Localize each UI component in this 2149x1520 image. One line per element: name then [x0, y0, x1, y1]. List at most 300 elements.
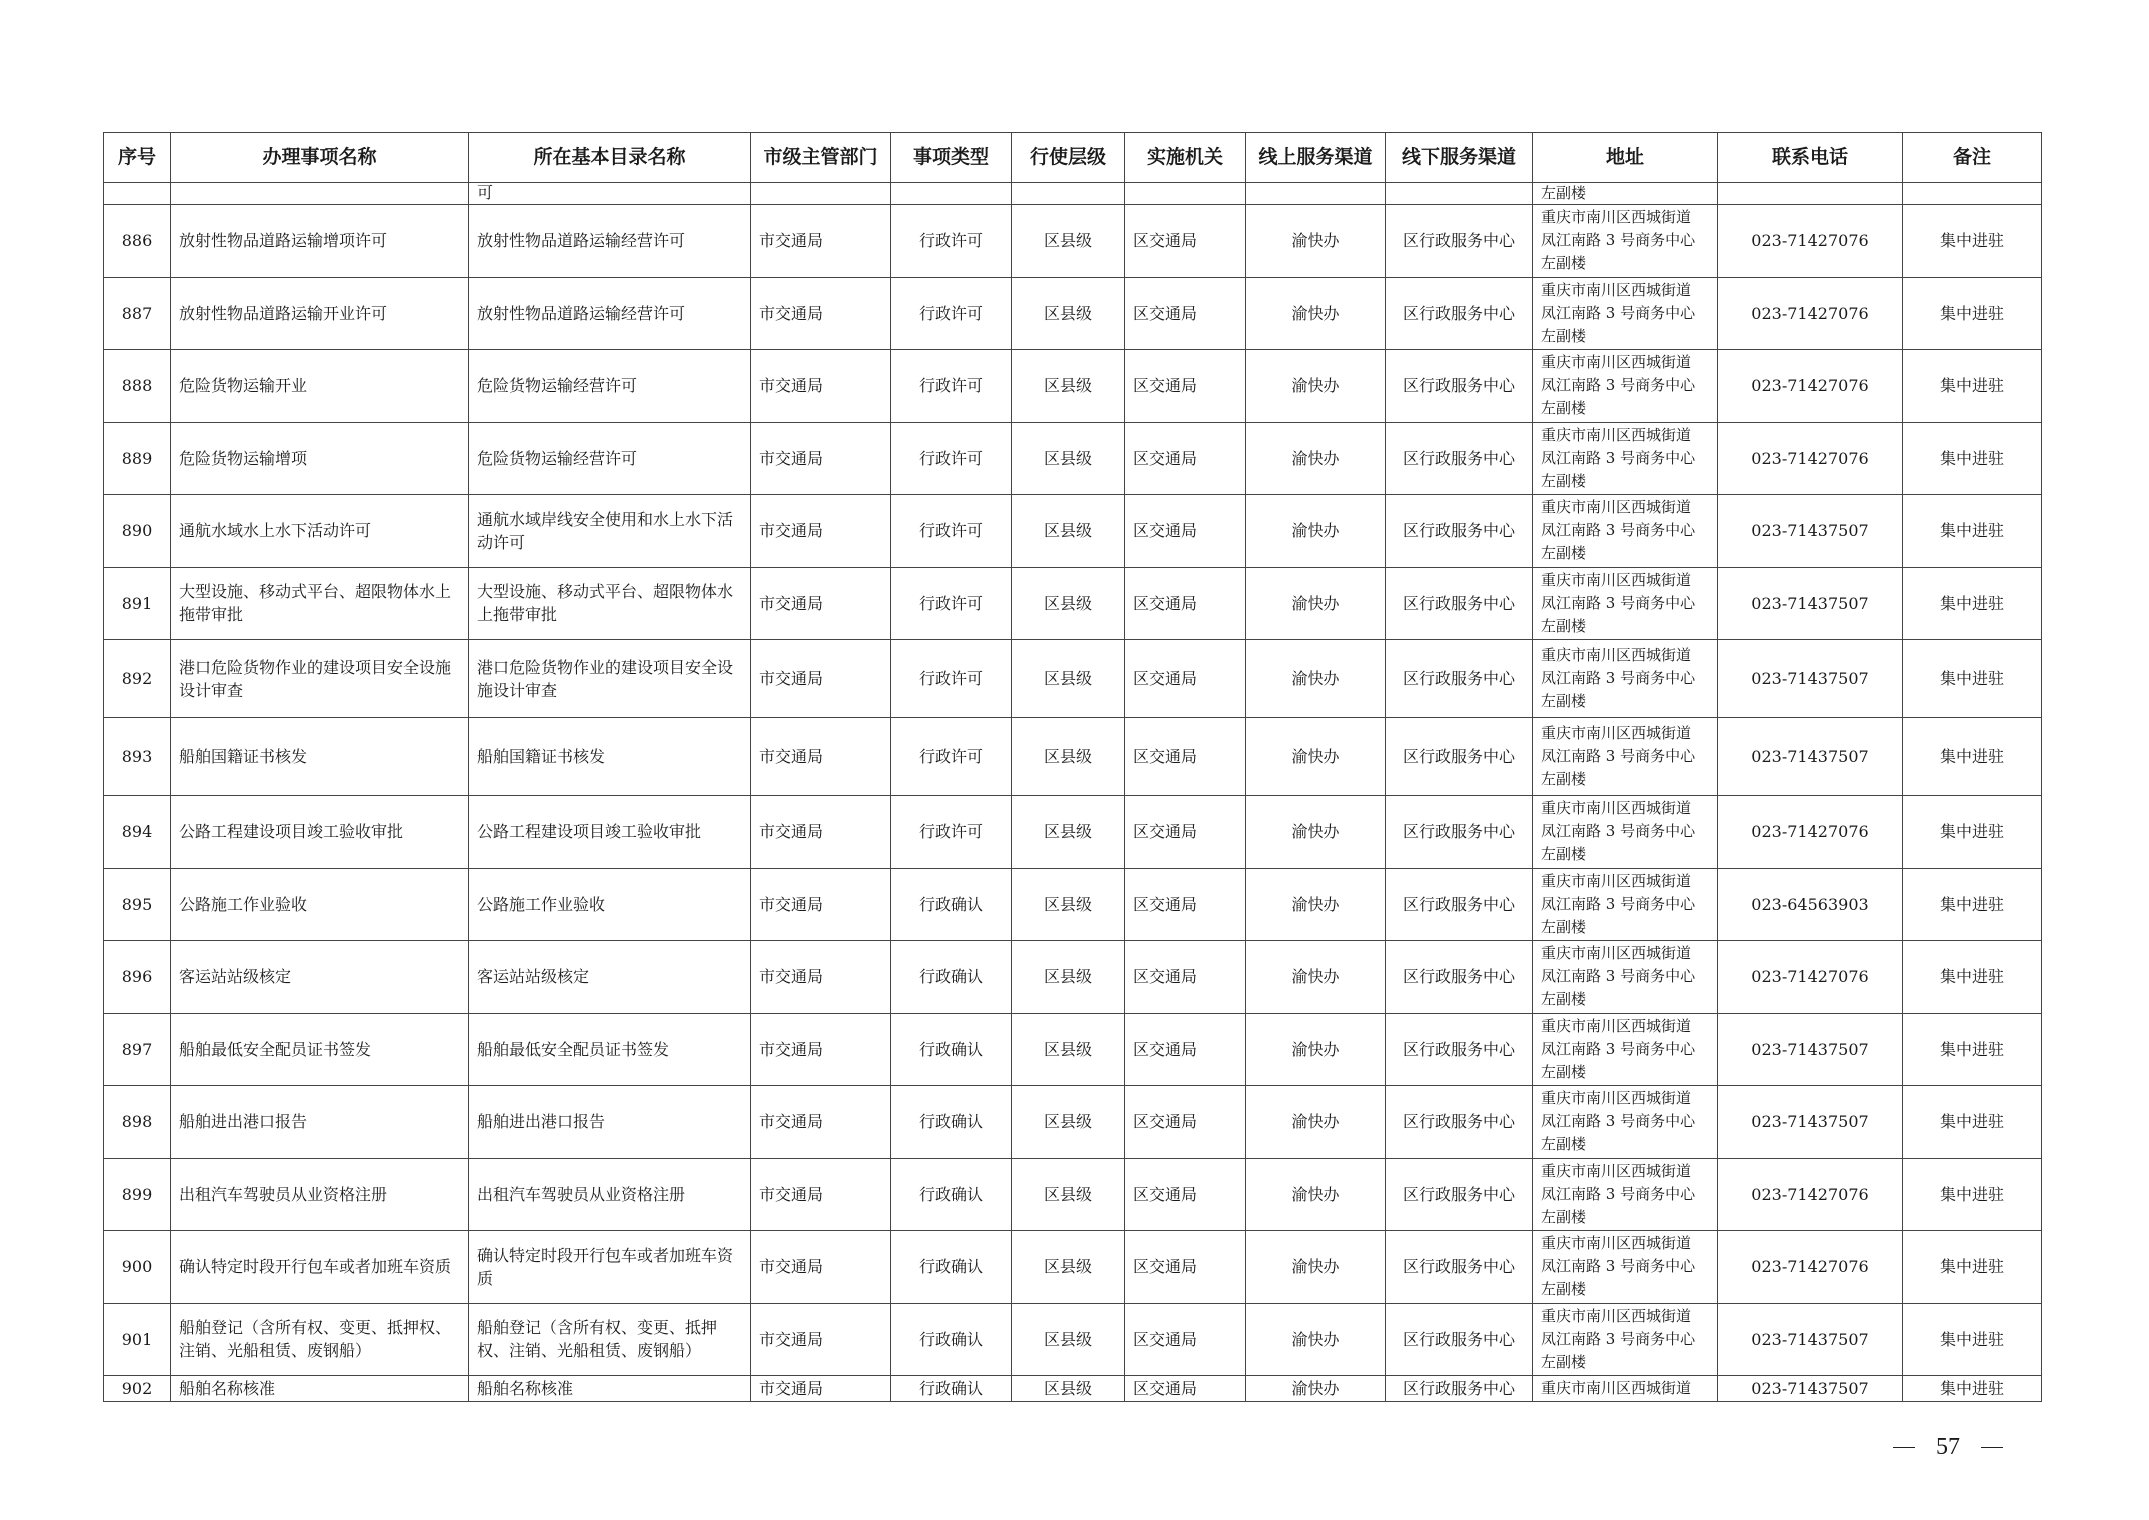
cell-item: 大型设施、移动式平台、超限物体水上拖带审批	[171, 567, 469, 640]
cell-offline: 区行政服务中心	[1386, 640, 1533, 718]
cell-online: 渝快办	[1246, 205, 1386, 278]
table-row	[104, 1158, 2042, 1231]
cell-type: 行政确认	[891, 1231, 1012, 1304]
cell-agency: 区交通局	[1125, 868, 1246, 941]
cell-note: 集中进驻	[1903, 718, 2042, 796]
address-line: 凤江南路 3 号商务中心	[1541, 747, 1696, 765]
address-line: 左副楼	[1541, 1062, 1587, 1081]
cell-no: 902	[104, 1376, 171, 1402]
cell-agency: 区交通局	[1125, 422, 1246, 495]
cell-offline: 区行政服务中心	[1386, 277, 1533, 350]
cell-no: 888	[104, 350, 171, 423]
cell-address: 左副楼	[1533, 183, 1718, 205]
cell-catalog: 确认特定时段开行包车或者加班车资质	[469, 1231, 751, 1304]
cell-online: 渝快办	[1246, 941, 1386, 1014]
table-row	[104, 1231, 2042, 1304]
table-row	[104, 277, 2042, 350]
cell-online: 渝快办	[1246, 1231, 1386, 1304]
cell-item: 公路施工作业验收	[171, 868, 469, 941]
column-header: 线下服务渠道	[1386, 133, 1533, 183]
cell-catalog: 危险货物运输经营许可	[469, 422, 751, 495]
cell-item: 确认特定时段开行包车或者加班车资质	[171, 1231, 469, 1304]
page-number: 57	[1936, 1433, 1960, 1460]
cell-item: 放射性物品道路运输开业许可	[171, 277, 469, 350]
cell-note: 集中进驻	[1903, 1231, 2042, 1304]
address-line: 重庆市南川区西城街道	[1541, 208, 1692, 227]
table-body	[104, 183, 2042, 1402]
cell-online: 渝快办	[1246, 277, 1386, 350]
cell-agency: 区交通局	[1125, 495, 1246, 568]
address-line: 凤江南路 3 号商务中心	[1541, 521, 1696, 540]
cell-catalog: 公路施工作业验收	[469, 868, 751, 941]
cell-no: 898	[104, 1086, 171, 1159]
cell-phone: 023-71427076	[1718, 277, 1903, 350]
address-line: 左副楼	[1541, 692, 1587, 710]
cell-offline: 区行政服务中心	[1386, 1013, 1533, 1086]
cell-dept: 市交通局	[751, 277, 891, 350]
cell-offline: 区行政服务中心	[1386, 205, 1533, 278]
cell-type: 行政许可	[891, 718, 1012, 796]
cell-phone: 023-71437507	[1718, 495, 1903, 568]
cell-catalog: 可	[469, 183, 751, 205]
cell-catalog: 放射性物品道路运输经营许可	[469, 205, 751, 278]
cell-online: 渝快办	[1246, 718, 1386, 796]
cell-offline: 区行政服务中心	[1386, 350, 1533, 423]
address-line: 左副楼	[1541, 399, 1587, 418]
cell-level: 区县级	[1012, 1013, 1125, 1086]
cell-no	[104, 183, 171, 205]
table-row	[104, 796, 2042, 869]
cell-online: 渝快办	[1246, 1158, 1386, 1231]
cell-no: 900	[104, 1231, 171, 1304]
cell-phone: 023-71427076	[1718, 350, 1903, 423]
address-line: 重庆市南川区西城街道	[1541, 1161, 1692, 1180]
cell-level: 区县级	[1012, 718, 1125, 796]
cell-dept	[751, 183, 891, 205]
cell-phone: 023-71427076	[1718, 1231, 1903, 1304]
cell-agency	[1125, 183, 1246, 205]
cell-address	[1533, 1231, 1718, 1304]
cell-item: 危险货物运输增项	[171, 422, 469, 495]
cell-no: 889	[104, 422, 171, 495]
address-line: 左副楼	[1541, 917, 1587, 936]
cell-phone: 023-71427076	[1718, 1158, 1903, 1231]
cell-online: 渝快办	[1246, 640, 1386, 718]
column-header: 序号	[104, 133, 171, 183]
cell-address	[1533, 868, 1718, 941]
address-line: 左副楼	[1541, 1352, 1587, 1371]
table-row	[104, 1376, 2042, 1402]
column-header: 线上服务渠道	[1246, 133, 1386, 183]
footer-dash-right	[1981, 1447, 2003, 1448]
cell-no: 893	[104, 718, 171, 796]
cell-no: 899	[104, 1158, 171, 1231]
cell-level: 区县级	[1012, 1231, 1125, 1304]
cell-agency: 区交通局	[1125, 277, 1246, 350]
cell-note: 集中进驻	[1903, 868, 2042, 941]
cell-agency: 区交通局	[1125, 718, 1246, 796]
cell-note: 集中进驻	[1903, 205, 2042, 278]
address-line: 凤江南路 3 号商务中心	[1541, 376, 1696, 395]
column-header: 办理事项名称	[171, 133, 469, 183]
cell-item: 船舶名称核准	[171, 1376, 469, 1402]
cell-no: 890	[104, 495, 171, 568]
cell-dept: 市交通局	[751, 868, 891, 941]
cell-agency: 区交通局	[1125, 205, 1246, 278]
cell-level: 区县级	[1012, 495, 1125, 568]
address-line: 左副楼	[1541, 1207, 1587, 1226]
cell-level: 区县级	[1012, 941, 1125, 1014]
cell-note: 集中进驻	[1903, 1013, 2042, 1086]
cell-agency: 区交通局	[1125, 640, 1246, 718]
cell-no: 897	[104, 1013, 171, 1086]
cell-address	[1533, 205, 1718, 278]
cell-agency: 区交通局	[1125, 1303, 1246, 1376]
cell-catalog: 船舶进出港口报告	[469, 1086, 751, 1159]
cell-no: 891	[104, 567, 171, 640]
address-line: 重庆市南川区西城街道	[1541, 724, 1692, 742]
cell-item	[171, 183, 469, 205]
cell-type: 行政许可	[891, 205, 1012, 278]
column-header: 地址	[1533, 133, 1718, 183]
cell-note: 集中进驻	[1903, 567, 2042, 640]
cell-phone: 023-71437507	[1718, 1013, 1903, 1086]
cell-address	[1533, 718, 1718, 796]
cell-online: 渝快办	[1246, 868, 1386, 941]
table-row	[104, 718, 2042, 796]
cell-agency: 区交通局	[1125, 350, 1246, 423]
cell-online: 渝快办	[1246, 1376, 1386, 1402]
cell-agency: 区交通局	[1125, 1158, 1246, 1231]
address-line: 凤江南路 3 号商务中心	[1541, 303, 1696, 322]
column-header: 实施机关	[1125, 133, 1246, 183]
cell-catalog: 港口危险货物作业的建设项目安全设施设计审查	[469, 640, 751, 718]
address-line: 左副楼	[1541, 471, 1587, 490]
cell-no: 887	[104, 277, 171, 350]
cell-type: 行政许可	[891, 640, 1012, 718]
cell-level: 区县级	[1012, 205, 1125, 278]
cell-phone: 023-64563903	[1718, 868, 1903, 941]
cell-agency: 区交通局	[1125, 1231, 1246, 1304]
cell-catalog: 出租汽车驾驶员从业资格注册	[469, 1158, 751, 1231]
address-line: 凤江南路 3 号商务中心	[1541, 593, 1696, 612]
cell-type: 行政许可	[891, 796, 1012, 869]
cell-offline: 区行政服务中心	[1386, 868, 1533, 941]
cell-address	[1533, 350, 1718, 423]
address-line: 重庆市南川区西城街道	[1541, 1379, 1692, 1397]
address-line: 重庆市南川区西城街道	[1541, 353, 1692, 372]
cell-catalog: 船舶国籍证书核发	[469, 718, 751, 796]
cell-catalog: 通航水域岸线安全使用和水上水下活动许可	[469, 495, 751, 568]
cell-catalog: 公路工程建设项目竣工验收审批	[469, 796, 751, 869]
cell-type: 行政许可	[891, 422, 1012, 495]
cell-phone: 023-71427076	[1718, 205, 1903, 278]
cell-type: 行政确认	[891, 1158, 1012, 1231]
cell-address	[1533, 1158, 1718, 1231]
cell-address	[1533, 1376, 1718, 1402]
cell-no: 892	[104, 640, 171, 718]
table-row	[104, 1303, 2042, 1376]
cell-item: 港口危险货物作业的建设项目安全设施设计审查	[171, 640, 469, 718]
cell-offline: 区行政服务中心	[1386, 1086, 1533, 1159]
address-line: 重庆市南川区西城街道	[1541, 570, 1692, 589]
cell-item: 出租汽车驾驶员从业资格注册	[171, 1158, 469, 1231]
address-line: 左副楼	[1541, 616, 1587, 635]
table-row	[104, 868, 2042, 941]
cell-agency: 区交通局	[1125, 1376, 1246, 1402]
cell-dept: 市交通局	[751, 422, 891, 495]
table-row	[104, 640, 2042, 718]
cell-no: 895	[104, 868, 171, 941]
cell-type: 行政许可	[891, 350, 1012, 423]
cell-dept: 市交通局	[751, 1086, 891, 1159]
table-header	[104, 133, 2042, 183]
cell-address	[1533, 277, 1718, 350]
cell-no: 886	[104, 205, 171, 278]
cell-note: 集中进驻	[1903, 796, 2042, 869]
address-line: 重庆市南川区西城街道	[1541, 944, 1692, 963]
address-line: 左副楼	[1541, 1135, 1587, 1154]
address-line: 重庆市南川区西城街道	[1541, 1089, 1692, 1108]
address-line: 凤江南路 3 号商务中心	[1541, 231, 1696, 250]
address-line: 重庆市南川区西城街道	[1541, 871, 1692, 890]
cell-phone: 023-71437507	[1718, 640, 1903, 718]
cell-offline: 区行政服务中心	[1386, 941, 1533, 1014]
cell-level: 区县级	[1012, 350, 1125, 423]
cell-online: 渝快办	[1246, 1086, 1386, 1159]
cell-offline: 区行政服务中心	[1386, 422, 1533, 495]
cell-offline: 区行政服务中心	[1386, 1303, 1533, 1376]
cell-level: 区县级	[1012, 1086, 1125, 1159]
address-line: 凤江南路 3 号商务中心	[1541, 669, 1696, 687]
cell-phone: 023-71437507	[1718, 1086, 1903, 1159]
cell-catalog: 船舶登记（含所有权、变更、抵押权、注销、光船租赁、废钢船）	[469, 1303, 751, 1376]
cell-note: 集中进驻	[1903, 941, 2042, 1014]
cell-dept: 市交通局	[751, 941, 891, 1014]
cell-dept: 市交通局	[751, 1303, 891, 1376]
address-line: 左副楼	[1541, 326, 1587, 345]
cell-level	[1012, 183, 1125, 205]
column-header: 市级主管部门	[751, 133, 891, 183]
cell-note: 集中进驻	[1903, 350, 2042, 423]
cell-dept: 市交通局	[751, 567, 891, 640]
cell-note: 集中进驻	[1903, 1376, 2042, 1402]
cell-note: 集中进驻	[1903, 422, 2042, 495]
cell-online: 渝快办	[1246, 1303, 1386, 1376]
cell-type: 行政确认	[891, 868, 1012, 941]
cell-level: 区县级	[1012, 277, 1125, 350]
cell-level: 区县级	[1012, 868, 1125, 941]
services-table	[103, 132, 2042, 1402]
cell-catalog: 船舶名称核准	[469, 1376, 751, 1402]
cell-dept: 市交通局	[751, 640, 891, 718]
cell-online: 渝快办	[1246, 567, 1386, 640]
table-row	[104, 350, 2042, 423]
cell-online: 渝快办	[1246, 422, 1386, 495]
column-header: 联系电话	[1718, 133, 1903, 183]
address-line: 凤江南路 3 号商务中心	[1541, 448, 1696, 467]
cell-dept: 市交通局	[751, 718, 891, 796]
cell-online: 渝快办	[1246, 350, 1386, 423]
cell-address	[1533, 1013, 1718, 1086]
cell-item: 公路工程建设项目竣工验收审批	[171, 796, 469, 869]
services-table-container	[103, 132, 2041, 1402]
address-line: 重庆市南川区西城街道	[1541, 1306, 1692, 1325]
cell-phone	[1718, 183, 1903, 205]
cell-level: 区县级	[1012, 796, 1125, 869]
cell-type: 行政确认	[891, 1376, 1012, 1402]
cell-item: 危险货物运输开业	[171, 350, 469, 423]
table-row	[104, 941, 2042, 1014]
address-line: 凤江南路 3 号商务中心	[1541, 1112, 1696, 1131]
cell-type: 行政确认	[891, 941, 1012, 1014]
address-line: 凤江南路 3 号商务中心	[1541, 1257, 1696, 1276]
cell-note: 集中进驻	[1903, 1086, 2042, 1159]
cell-phone: 023-71437507	[1718, 1376, 1903, 1402]
column-header: 事项类型	[891, 133, 1012, 183]
cell-offline: 区行政服务中心	[1386, 1231, 1533, 1304]
cell-online: 渝快办	[1246, 495, 1386, 568]
cell-type: 行政确认	[891, 1013, 1012, 1086]
header-row	[104, 133, 2042, 183]
cell-address	[1533, 941, 1718, 1014]
address-line: 重庆市南川区西城街道	[1541, 1016, 1692, 1035]
cell-type: 行政许可	[891, 495, 1012, 568]
cell-agency: 区交通局	[1125, 1086, 1246, 1159]
cell-note: 集中进驻	[1903, 495, 2042, 568]
cell-online: 渝快办	[1246, 1013, 1386, 1086]
cell-type: 行政确认	[891, 1303, 1012, 1376]
cell-phone: 023-71427076	[1718, 422, 1903, 495]
cell-no: 901	[104, 1303, 171, 1376]
cell-type	[891, 183, 1012, 205]
cell-dept: 市交通局	[751, 1013, 891, 1086]
table-row	[104, 567, 2042, 640]
cell-level: 区县级	[1012, 1303, 1125, 1376]
cell-item: 船舶最低安全配员证书签发	[171, 1013, 469, 1086]
cell-note: 集中进驻	[1903, 640, 2042, 718]
cell-catalog: 船舶最低安全配员证书签发	[469, 1013, 751, 1086]
cell-dept: 市交通局	[751, 1376, 891, 1402]
cell-item: 船舶进出港口报告	[171, 1086, 469, 1159]
cell-dept: 市交通局	[751, 796, 891, 869]
cell-phone: 023-71437507	[1718, 1303, 1903, 1376]
address-line: 凤江南路 3 号商务中心	[1541, 1039, 1696, 1058]
table-row	[104, 422, 2042, 495]
cell-address	[1533, 567, 1718, 640]
cell-phone: 023-71427076	[1718, 941, 1903, 1014]
cell-agency: 区交通局	[1125, 941, 1246, 1014]
cell-level: 区县级	[1012, 567, 1125, 640]
column-header: 所在基本目录名称	[469, 133, 751, 183]
table-row	[104, 495, 2042, 568]
address-line: 凤江南路 3 号商务中心	[1541, 1184, 1696, 1203]
cell-offline	[1386, 183, 1533, 205]
cell-level: 区县级	[1012, 1158, 1125, 1231]
cell-note: 集中进驻	[1903, 1158, 2042, 1231]
cell-item: 通航水域水上水下活动许可	[171, 495, 469, 568]
cell-type: 行政确认	[891, 1086, 1012, 1159]
cell-type: 行政许可	[891, 277, 1012, 350]
table-row	[104, 1013, 2042, 1086]
address-line: 重庆市南川区西城街道	[1541, 425, 1692, 444]
cell-address	[1533, 495, 1718, 568]
cell-dept: 市交通局	[751, 205, 891, 278]
cell-address	[1533, 422, 1718, 495]
address-line: 重庆市南川区西城街道	[1541, 799, 1692, 818]
cell-phone: 023-71437507	[1718, 718, 1903, 796]
cell-catalog: 危险货物运输经营许可	[469, 350, 751, 423]
column-header: 备注	[1903, 133, 2042, 183]
cell-offline: 区行政服务中心	[1386, 1158, 1533, 1231]
cell-catalog: 客运站站级核定	[469, 941, 751, 1014]
cell-level: 区县级	[1012, 422, 1125, 495]
address-line: 左副楼	[1541, 254, 1587, 273]
address-line: 左副楼	[1541, 1280, 1587, 1299]
address-line: 重庆市南川区西城街道	[1541, 498, 1692, 517]
address-line: 凤江南路 3 号商务中心	[1541, 894, 1696, 913]
address-line: 左副楼	[1541, 990, 1587, 1009]
cell-online	[1246, 183, 1386, 205]
cell-dept: 市交通局	[751, 495, 891, 568]
cell-catalog: 放射性物品道路运输经营许可	[469, 277, 751, 350]
cell-phone: 023-71437507	[1718, 567, 1903, 640]
cell-offline: 区行政服务中心	[1386, 567, 1533, 640]
cell-offline: 区行政服务中心	[1386, 495, 1533, 568]
cell-note: 集中进驻	[1903, 277, 2042, 350]
cell-dept: 市交通局	[751, 1231, 891, 1304]
page-footer	[1893, 1430, 2003, 1464]
cell-agency: 区交通局	[1125, 567, 1246, 640]
address-line: 凤江南路 3 号商务中心	[1541, 1329, 1696, 1348]
column-header: 行使层级	[1012, 133, 1125, 183]
address-line: 凤江南路 3 号商务中心	[1541, 967, 1696, 986]
cell-no: 896	[104, 941, 171, 1014]
cell-no: 894	[104, 796, 171, 869]
address-line: 重庆市南川区西城街道	[1541, 1234, 1692, 1253]
cell-item: 船舶国籍证书核发	[171, 718, 469, 796]
cell-catalog: 大型设施、移动式平台、超限物体水上拖带审批	[469, 567, 751, 640]
cell-dept: 市交通局	[751, 1158, 891, 1231]
address-line: 左副楼	[1541, 544, 1587, 563]
table-row	[104, 205, 2042, 278]
address-line: 左副楼	[1541, 770, 1587, 788]
address-line: 左副楼	[1541, 845, 1587, 864]
continuation-row	[104, 183, 2042, 205]
cell-note: 集中进驻	[1903, 1303, 2042, 1376]
cell-offline: 区行政服务中心	[1386, 796, 1533, 869]
cell-offline: 区行政服务中心	[1386, 718, 1533, 796]
address-line: 凤江南路 3 号商务中心	[1541, 822, 1696, 841]
address-line: 重庆市南川区西城街道	[1541, 280, 1692, 299]
cell-note	[1903, 183, 2042, 205]
footer-dash-left	[1893, 1447, 1915, 1448]
cell-level: 区县级	[1012, 1376, 1125, 1402]
cell-level: 区县级	[1012, 640, 1125, 718]
cell-address	[1533, 796, 1718, 869]
cell-type: 行政许可	[891, 567, 1012, 640]
cell-item: 客运站站级核定	[171, 941, 469, 1014]
cell-online: 渝快办	[1246, 796, 1386, 869]
cell-phone: 023-71427076	[1718, 796, 1903, 869]
cell-address	[1533, 640, 1718, 718]
address-line: 重庆市南川区西城街道	[1541, 646, 1692, 664]
cell-address	[1533, 1086, 1718, 1159]
cell-agency: 区交通局	[1125, 796, 1246, 869]
table-row	[104, 1086, 2042, 1159]
cell-agency: 区交通局	[1125, 1013, 1246, 1086]
cell-offline: 区行政服务中心	[1386, 1376, 1533, 1402]
